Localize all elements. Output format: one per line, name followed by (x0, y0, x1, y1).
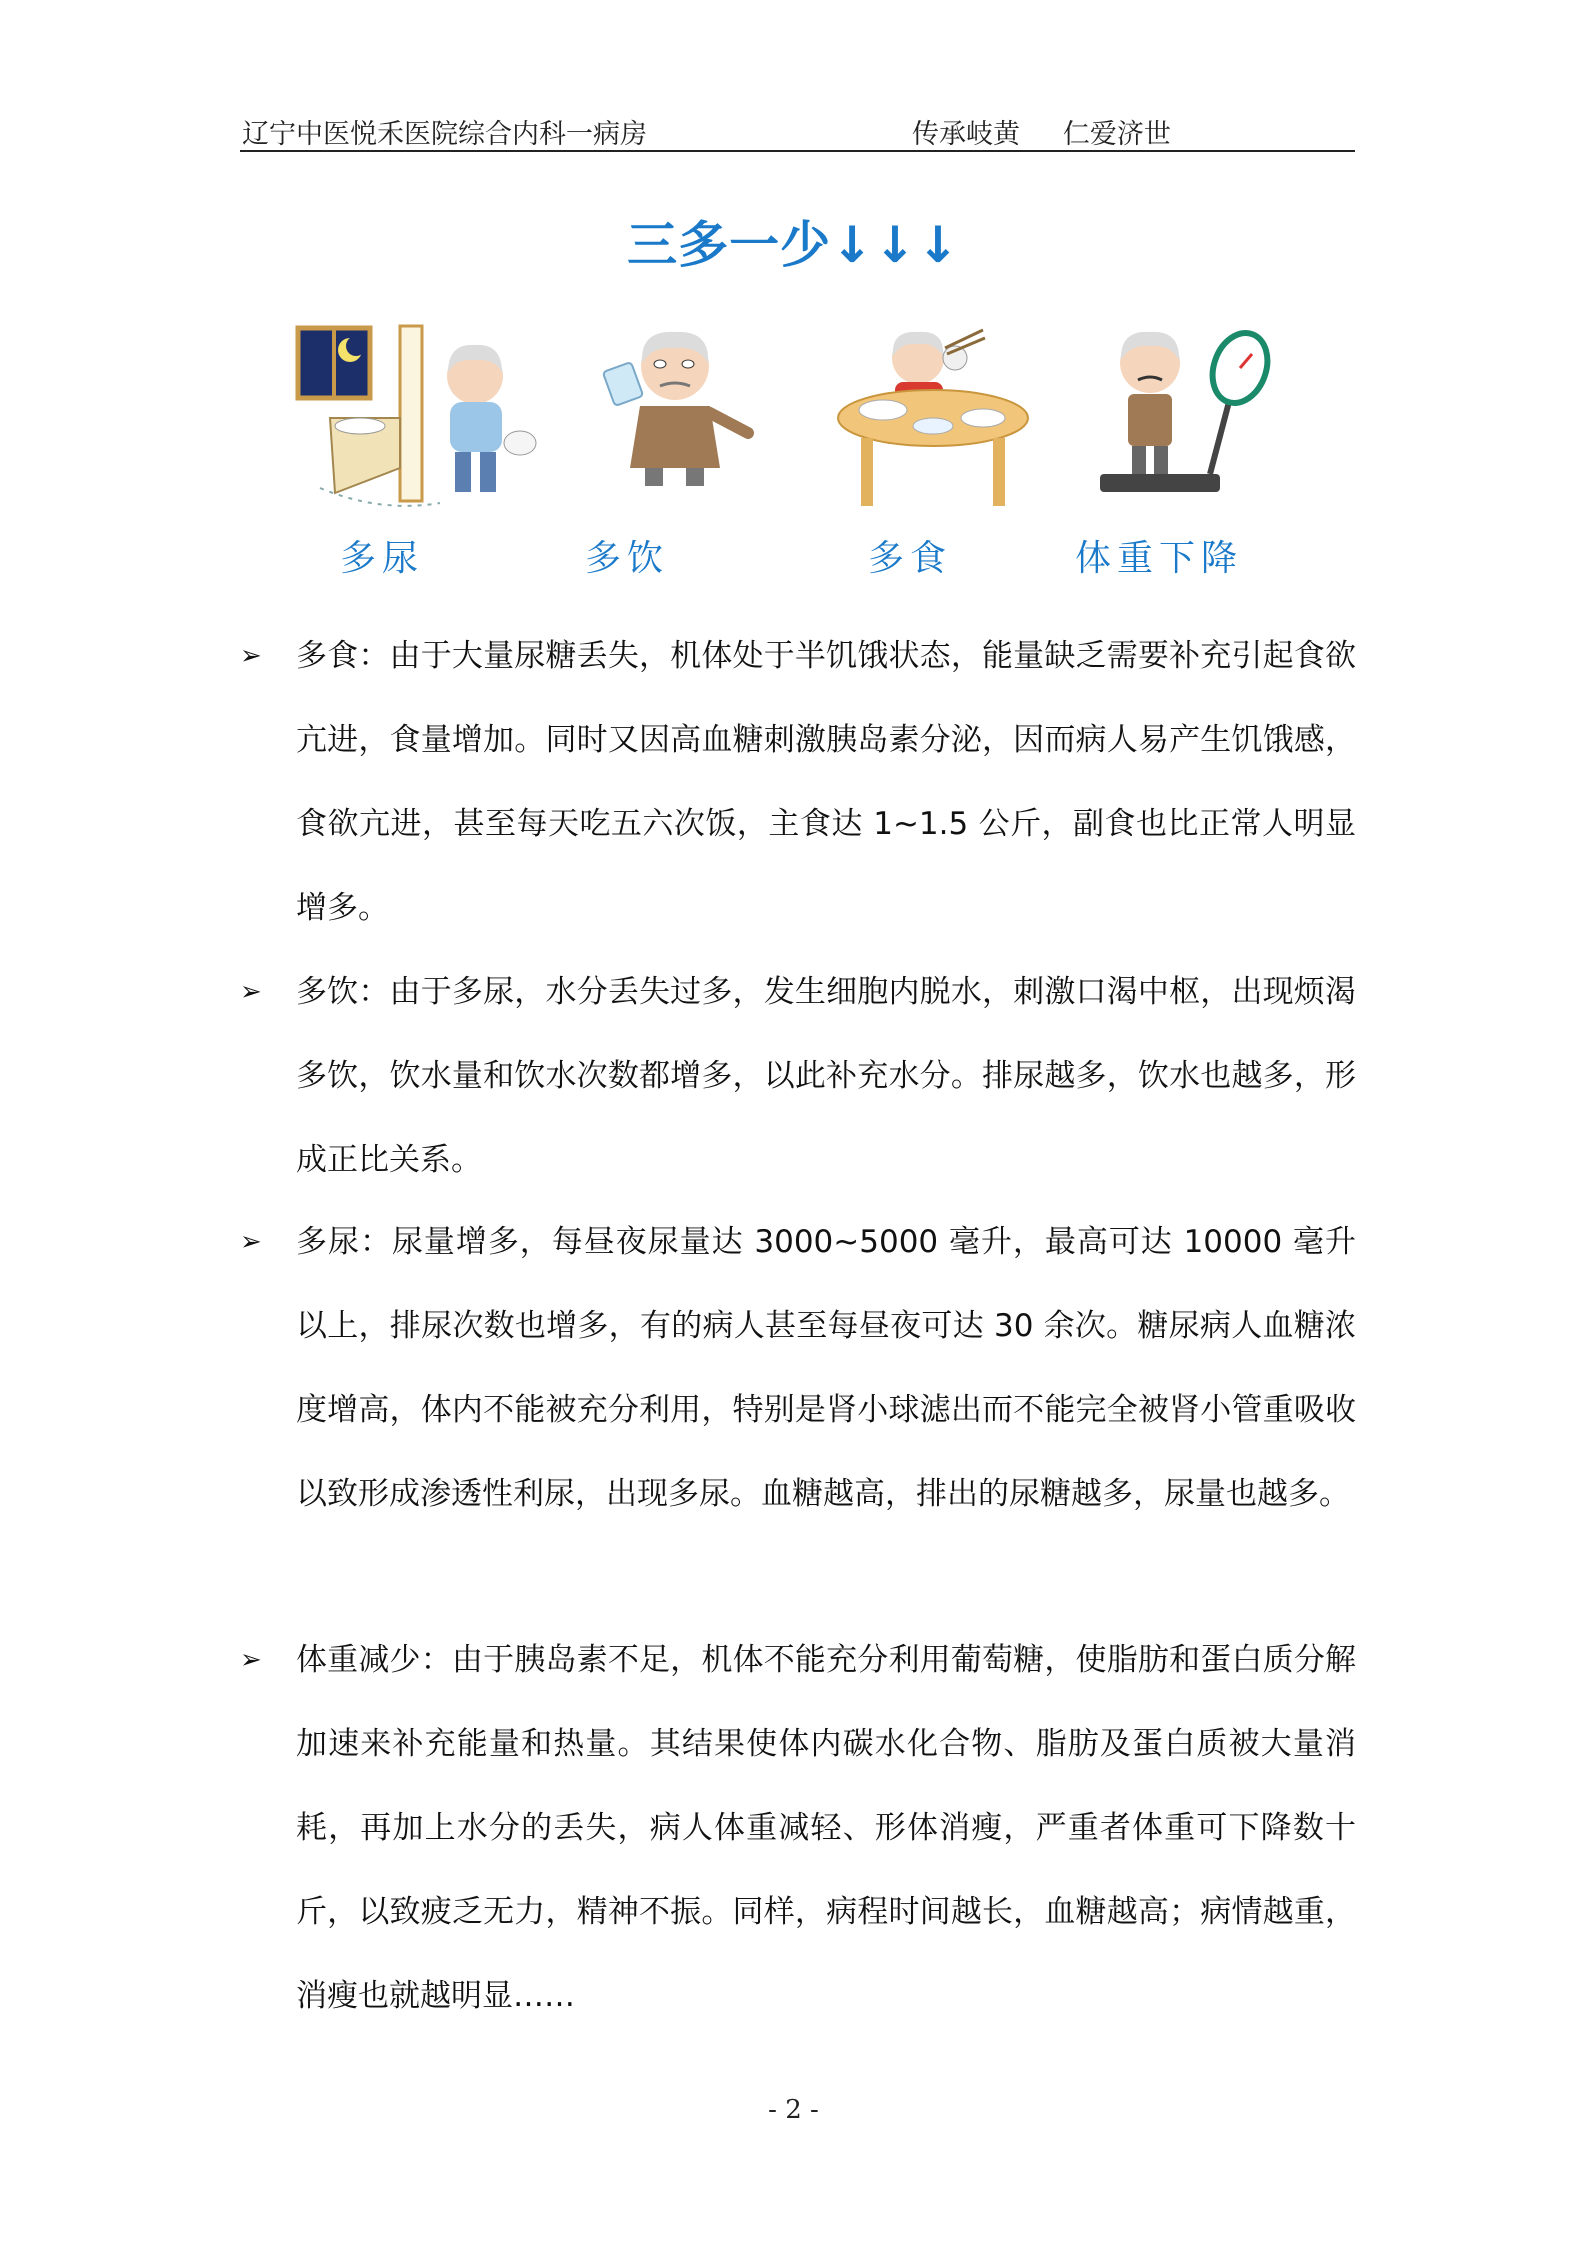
page-number: - 2 - (768, 2095, 819, 2125)
elderly-man-urinating-icon (290, 318, 550, 518)
elderly-man-drinking-icon (590, 318, 770, 488)
arrow-bullet-icon: ➢ (240, 1645, 262, 1675)
bullet-text-polyphagia: 多食：由于大量尿糖丢失，机体处于半饥饿状态，能量缺乏需要补充引起食欲亢进，食量增加。同时又因高血糖刺激胰岛素分泌，因而病人易产生饥饿感，食欲亢进，甚至每天吃五六次饭，主食达 1~1.5 公斤，副食也比正常人明显增多。 (296, 638, 1356, 926)
caption-polydipsia: 多饮 (585, 538, 670, 579)
page-title: 三多一少↓↓↓ (627, 216, 960, 274)
caption-polyuria: 多尿 (340, 538, 425, 579)
arrow-bullet-icon: ➢ (240, 1227, 262, 1257)
page-header (240, 108, 1355, 152)
header-motto: 传承岐黄 仁爱济世 (912, 119, 1171, 150)
caption-weight-loss: 体重下降 (1075, 538, 1244, 579)
elderly-man-eating-icon (833, 318, 1033, 508)
bullet-text-polyuria: 多尿：尿量增多，每昼夜尿量达 3000~5000 毫升，最高可达 10000 毫升以上，排尿次数也增多，有的病人甚至每昼夜可达 30 余次。糖尿病人血糖浓度增高，体内不能被充分利用，特别是肾小球滤出而不能完全被肾小管重吸收以致形成渗透性利尿，出现多尿。血糖越高，排出的尿糖越多，尿量也越多。 (296, 1224, 1356, 1512)
arrow-bullet-icon: ➢ (240, 641, 262, 671)
arrow-bullet-icon: ➢ (240, 977, 262, 1007)
elderly-man-on-scale-icon (1080, 318, 1280, 498)
bullet-text-polydipsia: 多饮：由于多尿，水分丢失过多，发生细胞内脱水，刺激口渴中枢，出现烦渴多饮，饮水量和饮水次数都增多，以此补充水分。排尿越多，饮水也越多，形成正比关系。 (296, 974, 1356, 1178)
hospital-name: 辽宁中医悦禾医院综合内科一病房 (242, 119, 647, 150)
caption-polyphagia: 多食 (868, 538, 953, 579)
bullet-text-weight-loss: 体重减少：由于胰岛素不足，机体不能充分利用葡萄糖，使脂肪和蛋白质分解加速来补充能量和热量。其结果使体内碳水化合物、脂肪及蛋白质被大量消耗，再加上水分的丢失，病人体重减轻、形体消瘦，严重者体重可下降数十斤，以致疲乏无力，精神不振。同样，病程时间越长，血糖越高；病情越重，消瘦也就越明显…… (296, 1642, 1356, 2014)
